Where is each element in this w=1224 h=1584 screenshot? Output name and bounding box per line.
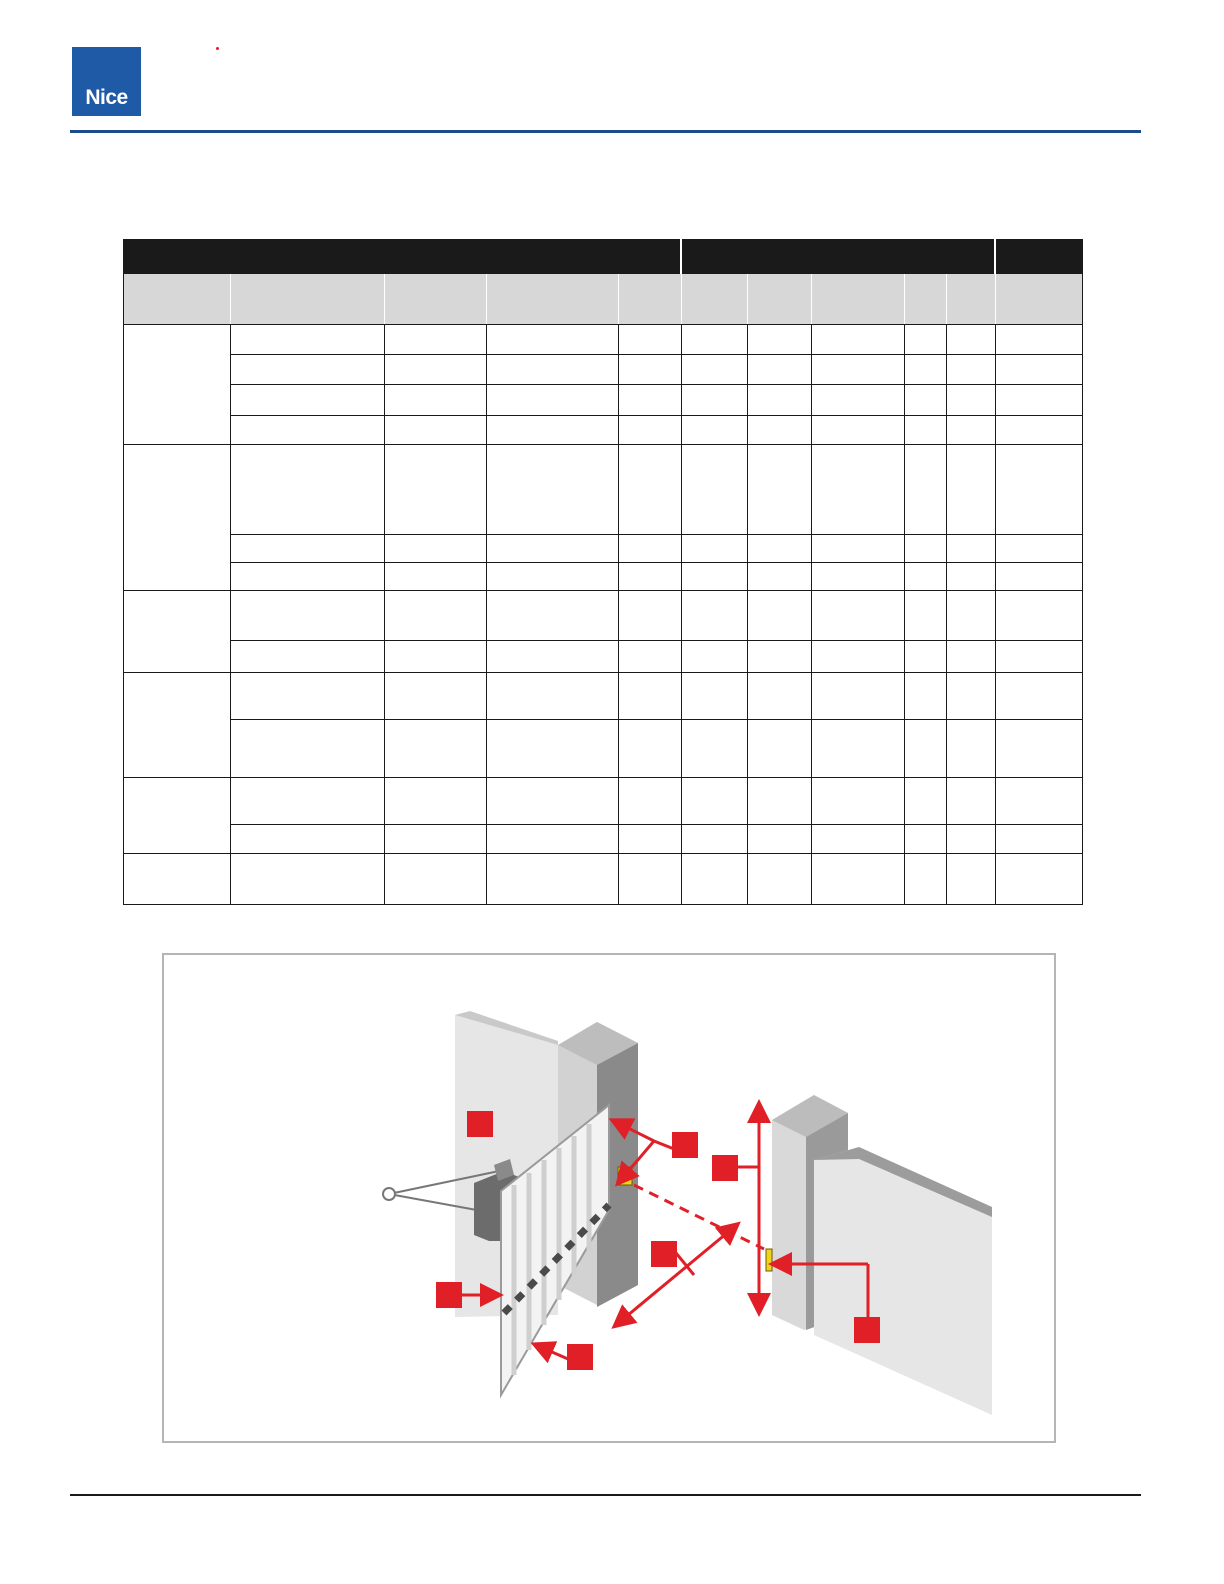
header-divider <box>680 239 682 274</box>
table-row <box>124 590 1082 591</box>
table-body <box>123 324 1083 905</box>
red-dot-mark <box>216 47 219 50</box>
callout-marker-icon <box>436 1282 462 1308</box>
table-row <box>230 534 1082 535</box>
table-row <box>124 672 1082 673</box>
header-rule <box>70 130 1141 133</box>
callout-marker-icon <box>854 1317 880 1343</box>
table-row <box>124 777 1082 778</box>
right-wall-icon <box>814 1147 992 1415</box>
table-row <box>230 824 1082 825</box>
table-row <box>230 354 1082 355</box>
callout-marker-icon <box>651 1241 677 1267</box>
callout-marker-icon <box>567 1344 593 1370</box>
nice-logo <box>72 47 141 116</box>
table-header-bar <box>123 239 1083 274</box>
gate-installation-figure <box>162 953 1056 1443</box>
table-row <box>124 324 1082 325</box>
table-row <box>230 719 1082 720</box>
header-divider <box>994 239 996 274</box>
table-row <box>230 415 1082 416</box>
table-subheader <box>123 274 1083 324</box>
table-row <box>230 640 1082 641</box>
table-row <box>124 853 1082 854</box>
table-row <box>230 384 1082 385</box>
logo-text: Nice <box>85 86 128 109</box>
photocell-icon <box>766 1249 772 1271</box>
callout-marker-icon <box>672 1132 698 1158</box>
gate-illustration <box>164 955 1054 1441</box>
gate-operator-icon <box>383 1159 519 1241</box>
safety-table <box>123 239 1083 905</box>
table-row <box>124 444 1082 445</box>
table-row <box>230 562 1082 563</box>
callout-marker-icon <box>712 1155 738 1181</box>
footer-rule <box>70 1494 1141 1496</box>
callout-marker-icon <box>467 1111 493 1137</box>
